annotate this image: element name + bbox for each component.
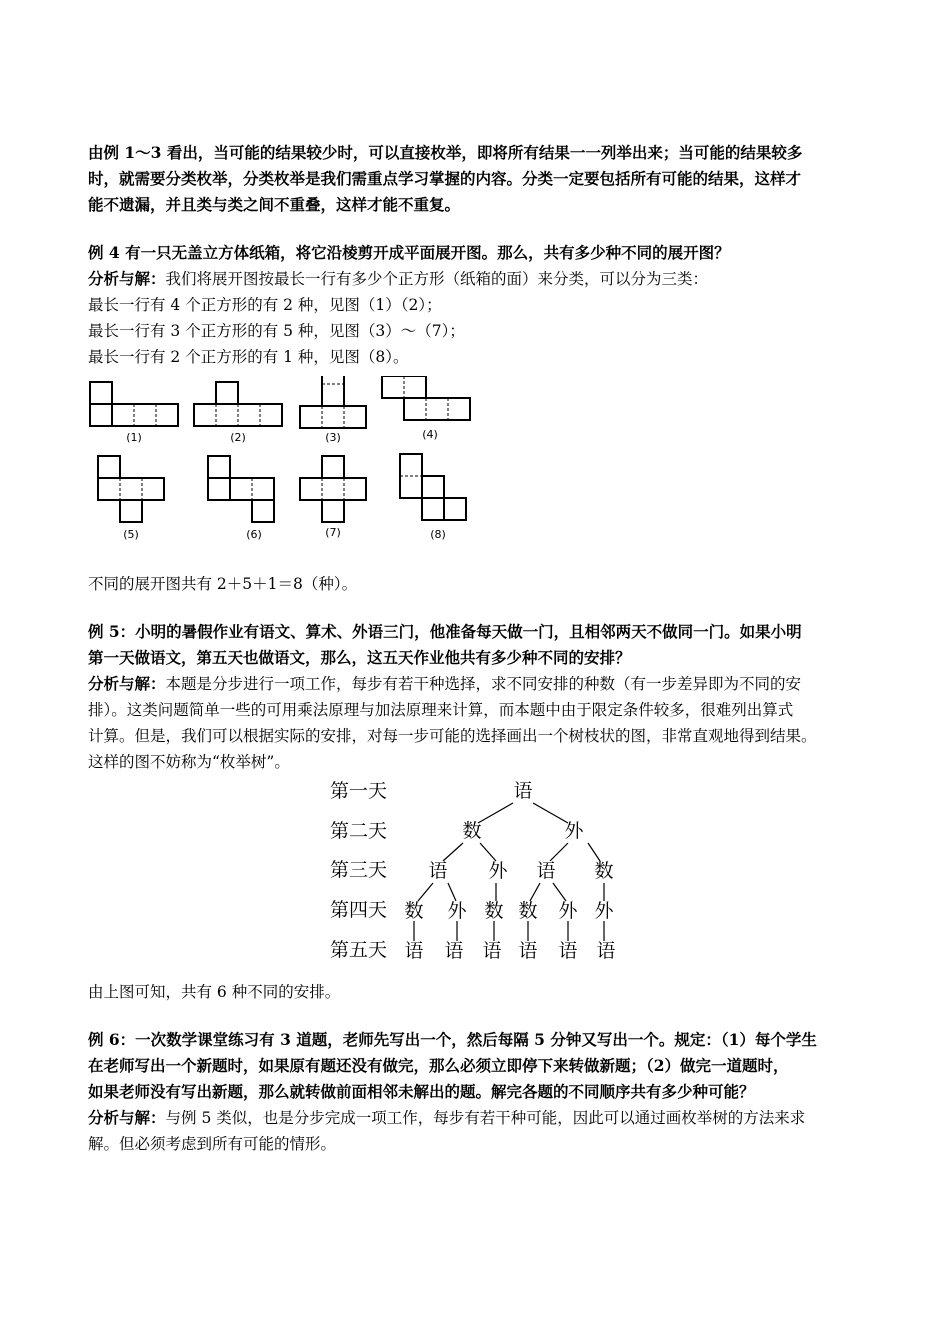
tree-node-day4: 外 bbox=[594, 900, 614, 922]
tree-node-day2: 外 bbox=[564, 820, 584, 842]
analysis-text: 我们将展开图按最长一行有多少个正方形（纸箱的面）来分类，可以分为三类： bbox=[165, 270, 709, 288]
example-6-analysis-1 bbox=[88, 1105, 868, 1131]
example-5-conclusion: 由上图可知，共有 6 种不同的安排。 bbox=[88, 983, 341, 1001]
net-label-4: (4) bbox=[422, 428, 438, 441]
analysis-label: 分析与解： bbox=[88, 674, 166, 693]
net-label-1: (1) bbox=[126, 431, 142, 444]
tree-node-day3: 语 bbox=[428, 860, 448, 882]
example-4-case-1: 最长一行有 4 个正方形的有 2 种，见图（1）（2）； bbox=[88, 296, 442, 314]
net-label-7: (7) bbox=[325, 526, 341, 539]
net-6 bbox=[208, 456, 274, 522]
tree-node-day4: 数 bbox=[484, 900, 504, 922]
analysis-text: 本题是分步进行一项工作，每步有若干种选择，求不同安排的种数（有一步差异即为不同的安 bbox=[165, 675, 802, 693]
tree-node-day3: 数 bbox=[594, 860, 614, 882]
example-5-analysis-1 bbox=[88, 671, 868, 697]
net-1 bbox=[90, 382, 178, 426]
example-6-question-1: 例 6：一次数学课堂练习有 3 道题，老师先写出一个，然后每隔 5 分钟又写出一个。规定：（1）每个学生 bbox=[88, 1030, 817, 1049]
tree-node-day5: 语 bbox=[596, 940, 616, 962]
net-7 bbox=[300, 456, 366, 522]
tree-node-day5: 语 bbox=[404, 940, 424, 962]
net-3 bbox=[300, 376, 366, 428]
example-5-question-1: 例 5：小明的暑假作业有语文、算术、外语三门，他准备每天做一门，且相邻两天不做同一门。如果小明 bbox=[88, 622, 802, 641]
tree-node-day4: 外 bbox=[558, 900, 578, 922]
analysis-text: 与例 5 类似，也是分步完成一项工作，每步有若干种可能，因此可以通过画枚举树的方法来求 bbox=[165, 1109, 806, 1127]
net-4 bbox=[382, 376, 470, 420]
tree-node-day4: 数 bbox=[404, 900, 424, 922]
example-4-conclusion: 不同的展开图共有 2＋5＋1＝8（种）。 bbox=[88, 575, 358, 593]
example-4-case-3: 最长一行有 2 个正方形的有 1 种，见图（8）。 bbox=[88, 348, 409, 366]
example-4-case-2: 最长一行有 3 个正方形的有 5 种，见图（3）～（7）； bbox=[88, 322, 465, 340]
net-5 bbox=[98, 456, 164, 522]
tree-node-day3: 外 bbox=[488, 860, 508, 882]
example-6-analysis-2: 解。但必须考虑到所有可能的情形。 bbox=[88, 1135, 337, 1153]
net-label-8: (8) bbox=[430, 528, 446, 541]
tree-node-day2: 数 bbox=[462, 820, 482, 842]
tree-node-day4: 数 bbox=[518, 900, 538, 922]
tree-node-day5: 语 bbox=[482, 940, 502, 962]
example-5-analysis-3: 计算。但是，我们可以根据实际的安排，对每一步可能的选择画出一个树枝状的图，非常直观地得到结果。 bbox=[88, 727, 817, 745]
example-5-analysis-2: 排）。这类问题简单一些的可用乘法原理与加法原理来计算，而本题中由于限定条件较多，很难列出算式 bbox=[88, 701, 794, 719]
example-4-question: 例 4 有一只无盖立方体纸箱，将它沿棱剪开成平面展开图。那么，共有多少种不同的展开图？ bbox=[88, 243, 730, 262]
example-5-analysis-4: 这样的图不妨称为“枚举树”。 bbox=[88, 753, 290, 771]
example-6-question-2: 在老师写出一个新题时，如果原有题还没有做完，那么必须立即停下来转做新题；（2）做完一道题时， bbox=[88, 1056, 789, 1075]
enumeration-tree bbox=[88, 775, 868, 975]
intro-line-1: 由例 1～3 看出，当可能的结果较少时，可以直接枚举，即将所有结果一一列举出来；当可能的结果较多 bbox=[88, 143, 803, 162]
net-8 bbox=[400, 454, 466, 520]
net-label-2: (2) bbox=[230, 431, 246, 444]
tree-node-day5: 语 bbox=[444, 940, 464, 962]
analysis-label: 分析与解： bbox=[88, 1108, 166, 1127]
net-2 bbox=[194, 382, 282, 426]
tree-node-day4: 外 bbox=[447, 900, 467, 922]
day-label-1: 第一天 bbox=[330, 780, 388, 802]
day-label-3: 第三天 bbox=[330, 859, 388, 881]
example-6-question-3: 如果老师没有写出新题，那么就转做前面相邻未解出的题。解完各题的不同顺序共有多少种可能？ bbox=[88, 1082, 755, 1101]
day-label-2: 第二天 bbox=[330, 820, 388, 842]
day-label-4: 第四天 bbox=[330, 899, 388, 921]
net-label-5: (5) bbox=[123, 528, 139, 541]
tree-node-day5: 语 bbox=[518, 940, 538, 962]
net-label-6: (6) bbox=[246, 528, 262, 541]
example-5-question-2: 第一天做语文，第五天也做语文，那么，这五天作业他共有多少种不同的安排？ bbox=[88, 648, 631, 667]
tree-node-day3: 语 bbox=[536, 860, 556, 882]
intro-line-3: 能不遗漏，并且类与类之间不重叠，这样才能不重复。 bbox=[88, 195, 461, 214]
cube-nets-figure bbox=[88, 376, 488, 571]
net-label-3: (3) bbox=[325, 431, 341, 444]
intro-line-2: 时，就需要分类枚举，分类枚举是我们需重点学习掌握的内容。分类一定要包括所有可能的结果，这样才 bbox=[88, 169, 802, 188]
example-4-analysis bbox=[88, 266, 868, 292]
day-label-5: 第五天 bbox=[330, 939, 388, 961]
tree-node-day5: 语 bbox=[558, 940, 578, 962]
document-page bbox=[88, 140, 868, 1157]
analysis-label: 分析与解： bbox=[88, 269, 166, 288]
tree-node-day1: 语 bbox=[513, 780, 533, 802]
